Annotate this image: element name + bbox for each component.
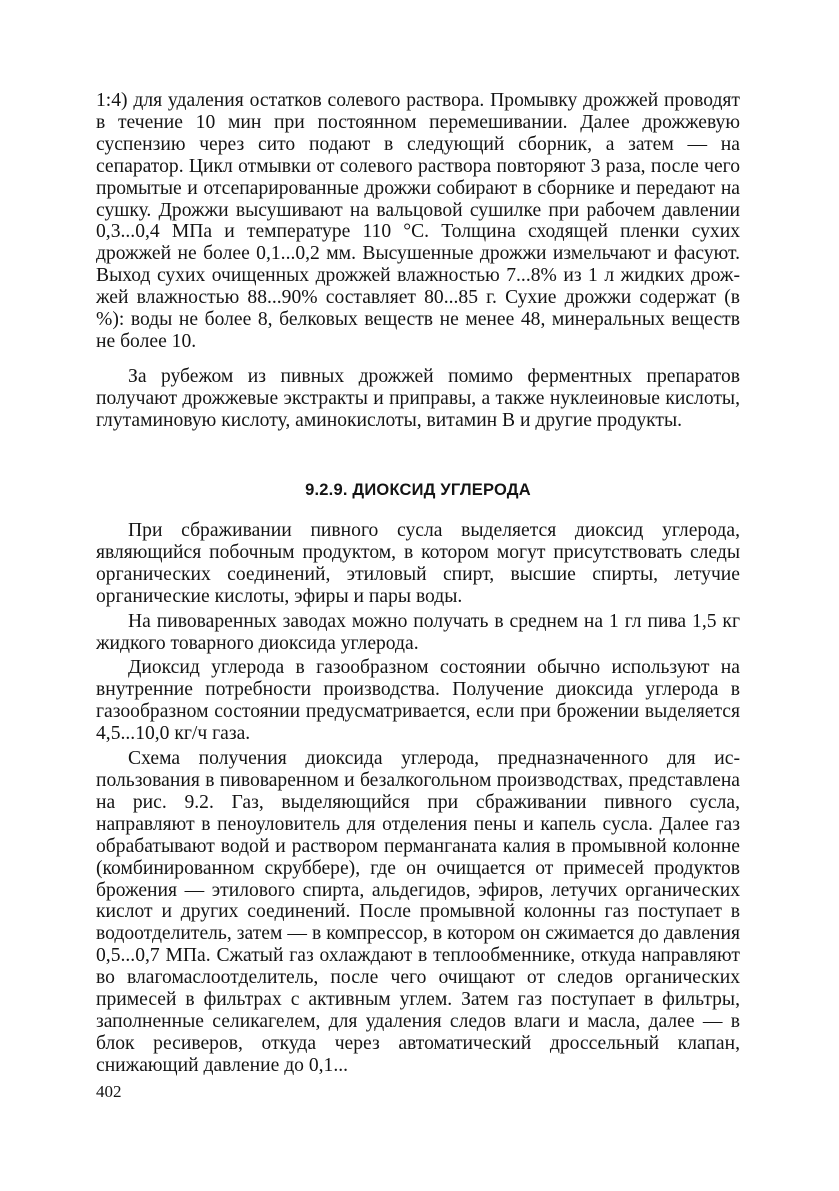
page-number: 402 bbox=[96, 1082, 122, 1101]
paragraph-yeast-products: За рубежом из пивных дрожжей помимо ферментных препаратов получают дрожжевые экстракты и приправы, а также нуклеиновые кислоты, глутаминовую кислоту, аминокислоты, витамин В и другие продукты. bbox=[96, 365, 740, 431]
paragraph-yeast-washing: 1:4) для удаления остатков солевого раствора. Промывку дрожжей проводят в течение 10 мин при постоянном перемешивании. Далее дрожжевую суспензию через сито подают в следующий сборник, а затем — на сепаратор. Цикл отмывки от солевого раствора повторяют 3 раза, после чего промытые и отсепарированные дрожжи собирают в сборнике и передают на сушку. Дрожжи высушивают на вальцовой сушилке при рабочем давлении 0,3...0,4 МПа и температуре 110 °С. Толщина сходящей пленки сухих дрожжей не более 0,1...0,2 мм. Высушенные дрожжи измельчают и фасуют. Выход сухих очищенных дрожжей влажностью 7...8% из 1 л жидких дрожжей влажностью 88...90% составляет 80...85 г. Сухие дрожжи содержат (в %): воды не более 8, белковых веществ не менее 48, минеральных веществ не более 10. bbox=[96, 90, 740, 352]
section-heading: 9.2.9. ДИОКСИД УГЛЕРОДА bbox=[305, 481, 531, 499]
paragraph-co2-yield: На пивоваренных заводах можно получать в среднем на 1 гл пива 1,5 кг жидкого товарного диоксида углерода. bbox=[96, 610, 740, 654]
text-block-top bbox=[96, 90, 740, 432]
text-block-bottom bbox=[96, 520, 740, 1077]
paragraph-co2-scheme: Схема получения диоксида углерода, предназначенного для использования в пивоваренном и безалкогольном производствах, представлена на рис. 9.2. Газ, выделяющийся при сбраживании пивного сусла, направляют в пеноуловитель для отделения пены и капель сусла. Далее газ обрабатывают водой и раствором перманганата калия в промывной колонне (комбинированном скруббере), где он очищается от примесей продуктов брожения — этилового спирта, альдегидов, эфиров, летучих органических кислот и других соединений. После промывной колонны газ поступает в водоотделитель, затем — в компрессор, в котором он сжимается до давления 0,5...0,7 МПа. Сжатый газ охлаждают в теплообменнике, откуда направляют во влагомаслоотделитель, после чего очищают от следов органических примесей в фильтрах с активным углем. Затем газ поступает в фильтры, заполненные селикагелем, для удаления следов влаги и масла, далее — в блок ресиверов, откуда через автоматический дроссельный клапан, снижающий давление до 0,1... bbox=[96, 748, 740, 1076]
paragraph-co2-fermentation: При сбраживании пивного сусла выделяется диоксид углерода, являющийся побочным продуктом, в котором могут присутствовать следы органических соединений, этиловый спирт, высшие спирты, летучие органические кислоты, эфиры и пары воды. bbox=[96, 520, 740, 607]
paragraph-co2-gaseous: Диоксид углерода в газообразном состоянии обычно используют на внутренние потребности производства. Получение диоксида углерода в газообразном состоянии предусматривается, если при брожении выделяется 4,5...10,0 кг/ч газа. bbox=[96, 657, 740, 745]
